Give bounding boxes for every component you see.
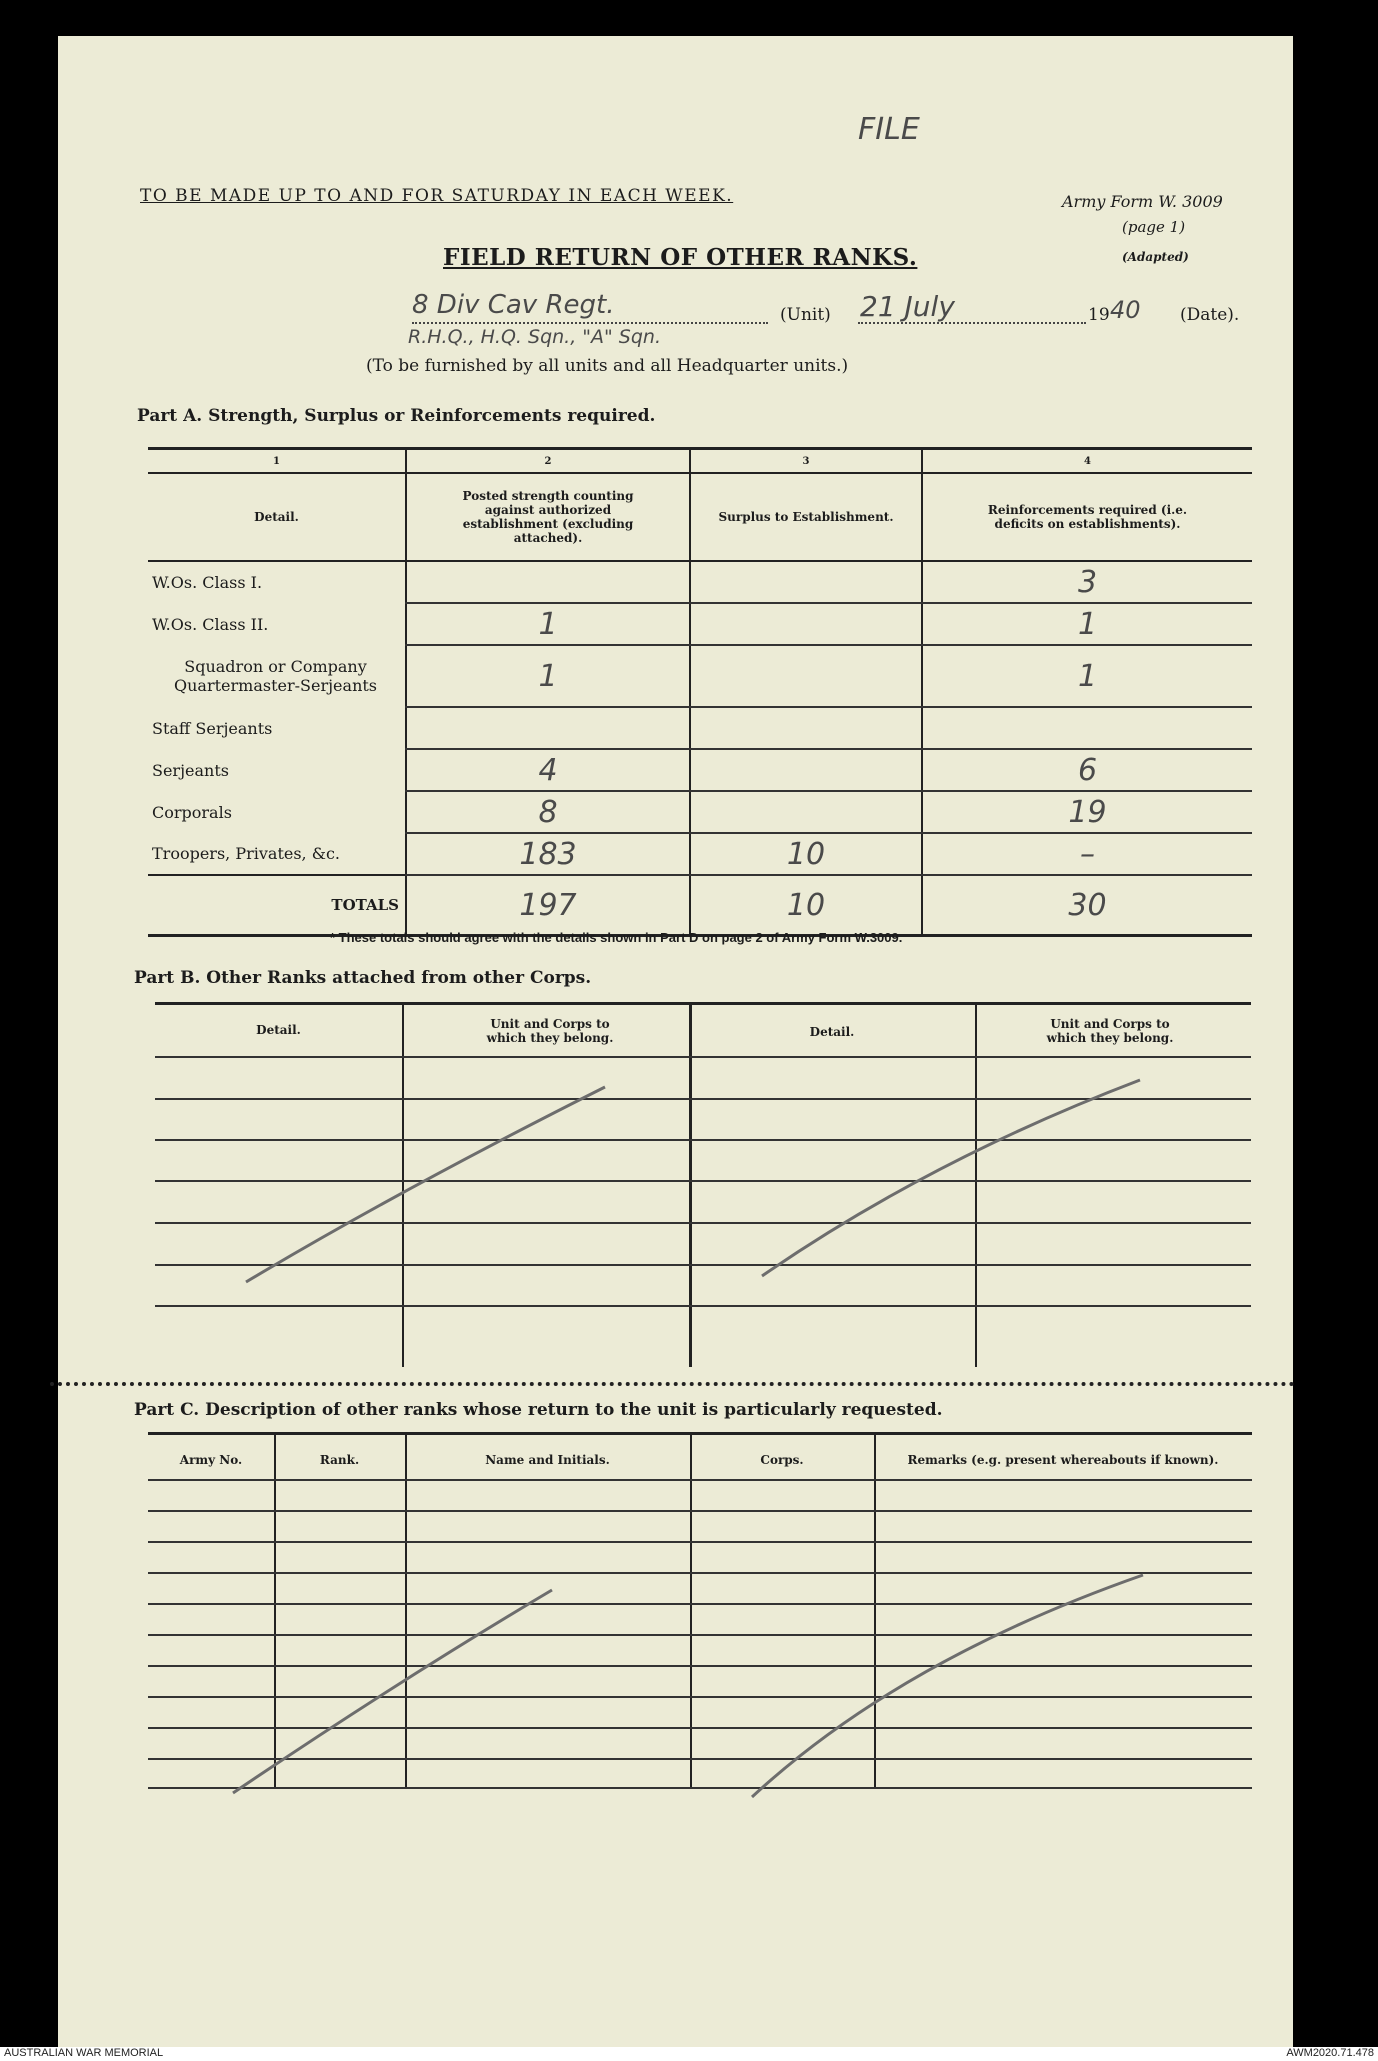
row-detail: Serjeants xyxy=(152,760,229,780)
col-header-posted: Posted strength counting against authorized establishment (excluding attached). xyxy=(406,473,690,561)
reinf-value: 1 xyxy=(922,645,1252,707)
unit-label: (Unit) xyxy=(780,305,831,325)
reinf-value: 1 xyxy=(922,603,1252,645)
total-posted: 197 xyxy=(406,875,690,936)
footer-right: AWM2020.71.478 xyxy=(1286,2047,1374,2059)
reinf-value: 19 xyxy=(922,791,1252,833)
part-c-header: Name and Initials. xyxy=(485,1453,610,1467)
part-c-header: Rank. xyxy=(319,1453,360,1467)
archive-footer xyxy=(0,2047,1378,2061)
year-handwritten: 40 xyxy=(1110,296,1141,324)
date-label: (Date). xyxy=(1180,305,1240,325)
col-number: 4 xyxy=(922,449,1252,474)
total-reinf: 30 xyxy=(922,875,1252,936)
instruction-line: TO BE MADE UP TO AND FOR SATURDAY IN EACH WEEK. xyxy=(140,186,734,206)
furnish-note: (To be furnished by all units and all Headquarter units.) xyxy=(366,356,849,376)
reinf-value: 3 xyxy=(922,561,1252,603)
totals-footnote: * These totals should agree with the details shown in Part D on page 2 of Army Form W.3009. xyxy=(330,930,903,945)
totals-label: TOTALS xyxy=(148,875,406,936)
form-adapted: (Adapted) xyxy=(1122,250,1189,264)
col-header-detail: Detail. xyxy=(148,473,406,561)
total-surplus: 10 xyxy=(690,875,922,936)
part-b-title: Part B. Other Ranks attached from other Corps. xyxy=(134,968,592,988)
form-page: (page 1) xyxy=(1122,218,1186,236)
surplus-value: 10 xyxy=(690,833,922,875)
col-header-reinforcements: Reinforcements required (i.e. deficits on establishments). xyxy=(922,473,1252,561)
form-number: Army Form W. 3009 xyxy=(1062,192,1223,211)
reinf-value: – xyxy=(922,833,1252,875)
part-c-title: Part C. Description of other ranks whose return to the unit is particularly requested. xyxy=(134,1400,943,1420)
posted-value: 1 xyxy=(406,645,690,707)
part-c-header: Corps. xyxy=(760,1453,804,1467)
part-b-header: Unit and Corps to which they belong. xyxy=(1046,1017,1174,1045)
reinf-value: 6 xyxy=(922,749,1252,791)
posted-value: 8 xyxy=(406,791,690,833)
date-handwritten: 21 July xyxy=(860,290,955,323)
part-b-header: Detail. xyxy=(256,1023,301,1037)
posted-value: 183 xyxy=(406,833,690,875)
pencil-strike-line xyxy=(233,1590,552,1793)
pencil-strike-line xyxy=(762,1080,1140,1276)
footer-left: AUSTRALIAN WAR MEMORIAL xyxy=(4,2047,164,2059)
row-detail: W.Os. Class II. xyxy=(152,614,269,634)
row-detail: Corporals xyxy=(152,802,232,822)
col-number: 3 xyxy=(690,449,922,474)
file-mark: FILE xyxy=(858,112,920,147)
unit-handwritten-2: R.H.Q., H.Q. Sqn., "A" Sqn. xyxy=(408,326,662,348)
row-detail: Squadron or Company Quartermaster-Serjeants xyxy=(173,657,378,695)
page-title: FIELD RETURN OF OTHER RANKS. xyxy=(443,244,918,271)
col-header-surplus: Surplus to Establishment. xyxy=(690,473,922,561)
col-number: 1 xyxy=(148,449,406,474)
row-detail: Staff Serjeants xyxy=(152,718,273,738)
year-prefix: 19 xyxy=(1088,305,1110,325)
part-c-header: Remarks (e.g. present whereabouts if known). xyxy=(907,1453,1219,1467)
posted-value: 1 xyxy=(406,603,690,645)
part-b-header: Detail. xyxy=(809,1025,855,1039)
row-detail: W.Os. Class I. xyxy=(152,573,263,592)
pencil-strike-line xyxy=(246,1087,605,1282)
pencil-strike-line xyxy=(752,1575,1143,1797)
unit-handwritten: 8 Div Cav Regt. xyxy=(412,290,615,320)
row-detail: Troopers, Privates, &c. xyxy=(152,844,341,863)
part-b-header: Unit and Corps to which they belong. xyxy=(486,1017,614,1045)
part-a-title: Part A. Strength, Surplus or Reinforcements required. xyxy=(137,406,656,426)
posted-value: 4 xyxy=(406,749,690,791)
col-number: 2 xyxy=(406,449,690,474)
part-c-header: Army No. xyxy=(179,1453,243,1467)
